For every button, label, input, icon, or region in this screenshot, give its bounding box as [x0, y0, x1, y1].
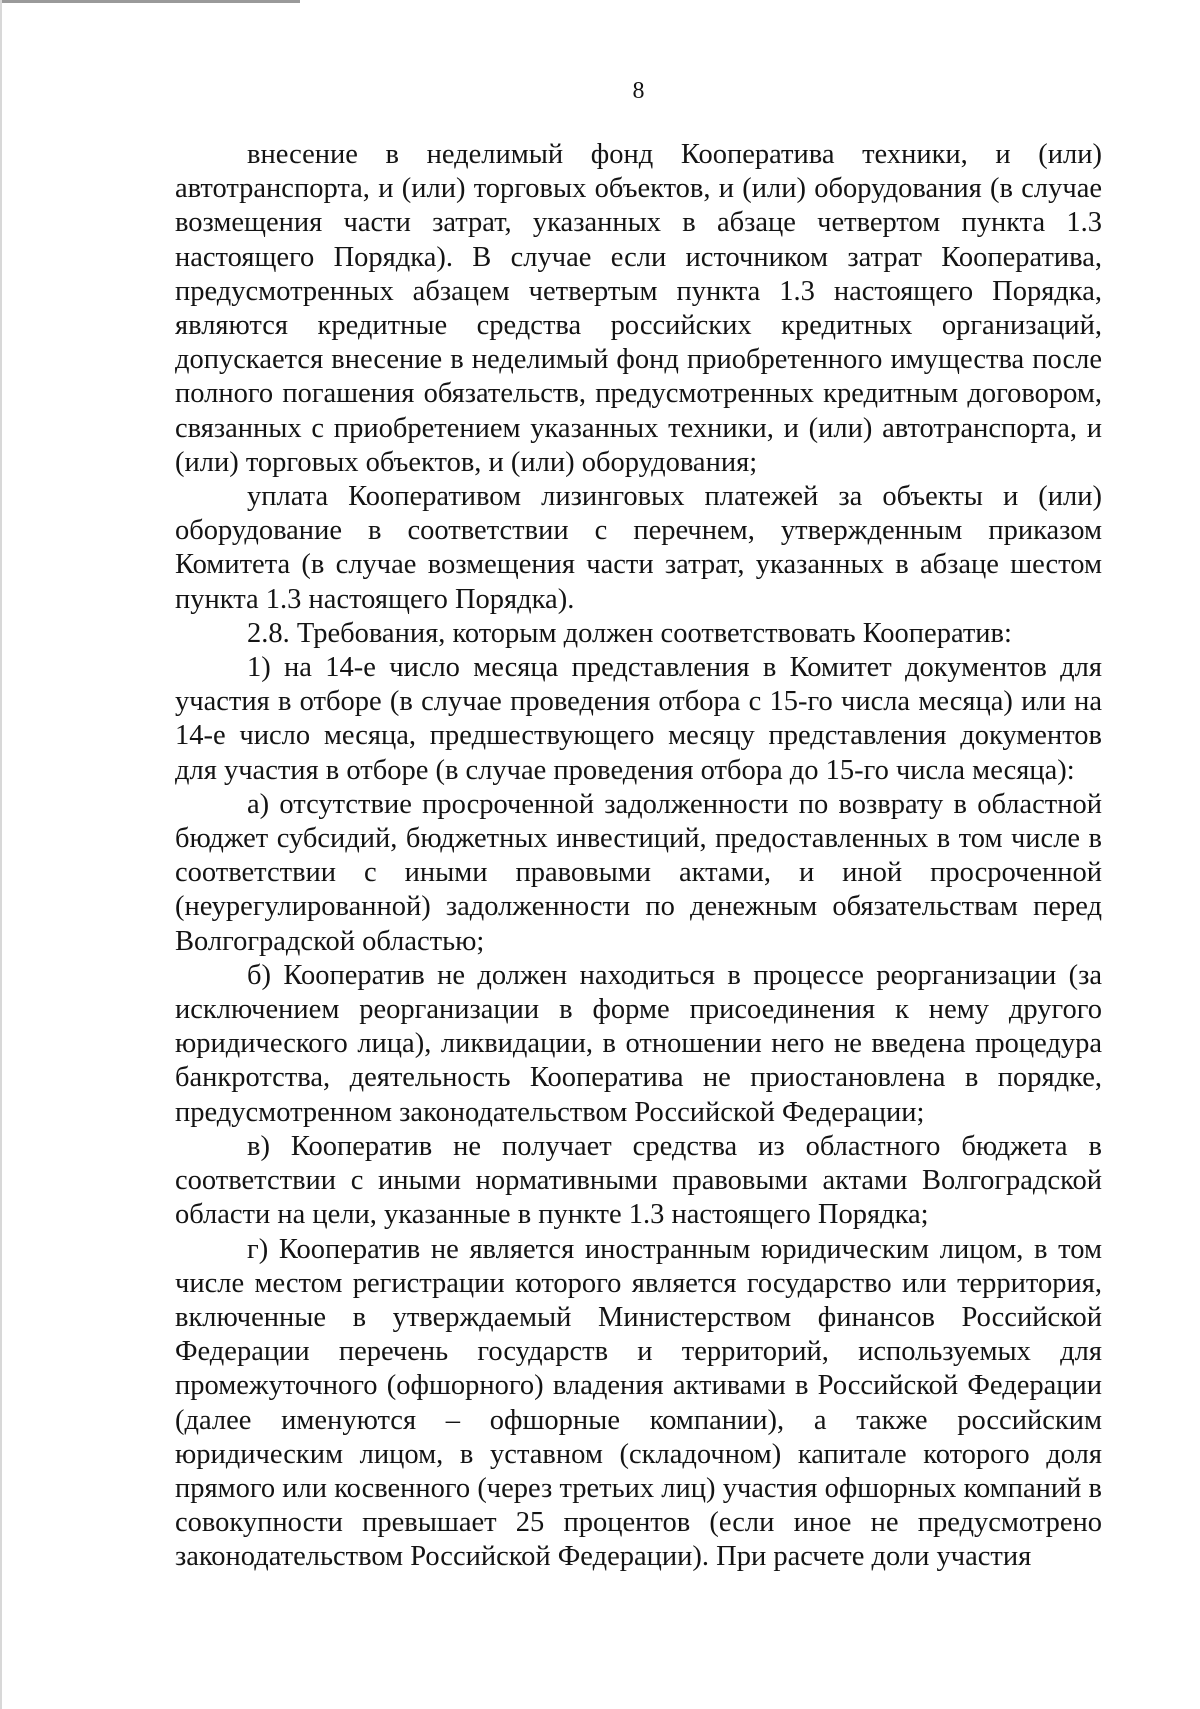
paragraph-subitem-a: а) отсутствие просроченной задолженности по возврату в областной бюджет субсидий, бюджетных инвестиций, предоставленных в том числе в соответствии с иными правовыми актами, и иной просроченной (неурегулированной) задолженности по денежным обязательствам перед Волгоградской областью;	[175, 788, 1102, 957]
scan-edge-left	[0, 0, 2, 1709]
paragraph-item-1: 1) на 14-е число месяца представления в Комитет документов для участия в отборе (в случае проведения отбора с 15-го числа месяца) или на 14-е число месяца, предшествующего месяцу представления документов для участия в отборе (в случае проведения отбора до 15-го числа месяца):	[175, 652, 1102, 786]
paragraph-subitem-v: в) Кооператив не получает средства из областного бюджета в соответствии с иными нормативными правовыми актами Волгоградской области на цели, указанные в пункте 1.3 настоящего Порядка;	[175, 1130, 1102, 1231]
document-page	[175, 0, 1102, 1709]
paragraph-leasing-payments: уплата Кооперативом лизинговых платежей за объекты и (или) оборудование в соответствии с перечнем, утвержденным приказом Комитета (в случае возмещения части затрат, указанных в абзаце шестом пункта 1.3 настоящего Порядка).	[175, 481, 1102, 615]
document-body	[175, 138, 1102, 1575]
page-number: 8	[632, 78, 645, 104]
paragraph-subitem-g: г) Кооператив не является иностранным юридическим лицом, в том числе местом регистрации которого является государство или территория, включенные в утверждаемый Министерством финансов Российской Федерации перечень государств и территорий, используемых для промежуточного (офшорного) владения активами в Российской Федерации (далее именуются – офшорные компании), а также российским юридическим лицом, в уставном (складочном) капитале которого доля прямого или косвенного (через третьих лиц) участия офшорных компаний в совокупности превышает 25 процентов (если иное не предусмотрено законодательством Российской Федерации). При расчете доли участия	[175, 1233, 1102, 1573]
paragraph-subitem-b: б) Кооператив не должен находиться в процессе реорганизации (за исключением реорганизации в форме присоединения к нему другого юридического лица), ликвидации, в отношении него не введена процедура банкротства, деятельность Кооператива не приостановлена в порядке, предусмотренном законодательством Российской Федерации;	[175, 959, 1102, 1128]
paragraph-section-2-8: 2.8. Требования, которым должен соответствовать Кооператив:	[247, 617, 1012, 649]
paragraph-indivisible-fund: внесение в неделимый фонд Кооператива техники, и (или) автотранспорта, и (или) торговых объектов, и (или) оборудования (в случае возмещения части затрат, указанных в абзаце четвертом пункта 1.3 настоящего Порядка). В случае если источником затрат Кооператива, предусмотренных абзацем четвертым пункта 1.3 настоящего Порядка, являются кредитные средства российских кредитных организаций, допускается внесение в неделимый фонд приобретенного имущества после полного погашения обязательств, предусмотренных кредитным договором, связанных с приобретением указанных техники, и (или) автотранспорта, и (или) торговых объектов, и (или) оборудования;	[175, 139, 1102, 478]
